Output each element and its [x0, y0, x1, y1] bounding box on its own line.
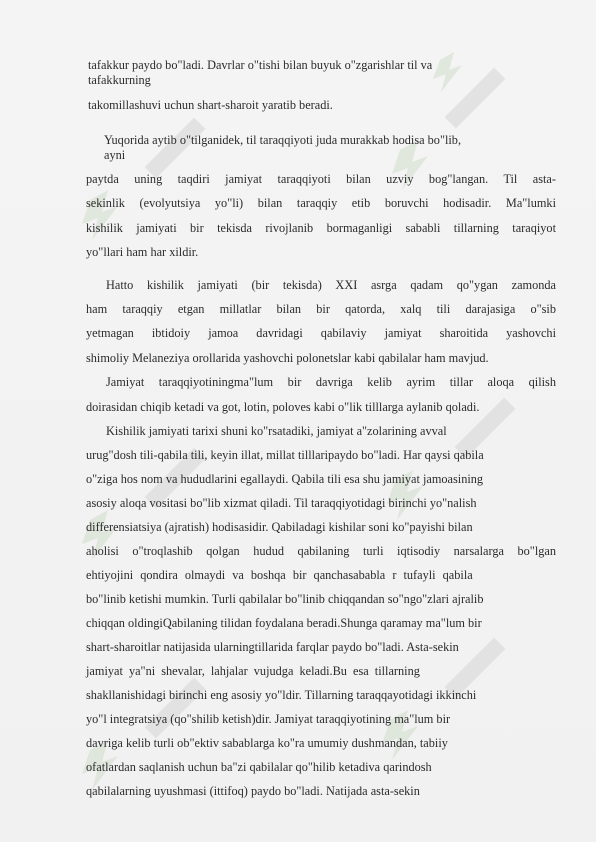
text-line: yetmagan ibtidoiy jamoa davridagi qabilaviy jamiyat sharoitida yashovchi — [86, 326, 556, 340]
text-line: urug"dosh tili-qabila tili, keyin illat, millat tilllaripaydo bo"ladi. Har qaysi qabila — [86, 448, 484, 462]
text-line: Yuqorida aytib o"tilganidek, til taraqqiyoti juda murakkab hodisa bo"lib, — [104, 133, 462, 147]
text-line: qabilalarning uyushmasi (ittifoq) paydo bo"ladi. Natijada asta-sekin — [86, 784, 420, 798]
text-line: aholisi o"troqlashib qolgan hudud qabilaning turli iqtisodiy narsalarga bo"lgan — [86, 544, 556, 558]
text-line: paytda uning taqdiri jamiyat taraqqiyoti bilan uzviy bog"langan. Til asta- — [86, 172, 556, 186]
text-line: jamiyat ya"ni shevalar, lahjalar vujudga keladi.Bu esa tillarning — [86, 664, 420, 678]
text-line: Jamiyat taraqqiyotiningma"lum bir davriga kelib ayrim tillar aloqa qilish — [106, 375, 556, 389]
text-line: shart-sharoitlar natijasida ularningtillarida farqlar paydo bo"ladi. Asta-sekin — [86, 640, 459, 654]
text-line: Kishilik jamiyati tarixi shuni ko"rsatadiki, jamiyat a"zolarining avval — [106, 424, 447, 438]
text-line: ofatlardan saqlanish uchun ba"zi qabilalar qo"hilib ketadiva qarindosh — [86, 760, 432, 774]
text-line: ham taraqqiy etgan millatlar bilan bir qatorda, xalq tili darajasiga o"sib — [86, 302, 556, 316]
text-line: davriga kelib turli ob"ektiv sabablarga ko"ra umumiy dushmandan, tabiiy — [86, 736, 448, 750]
text-line: sekinlik (evolyutsiya yo"li) bilan taraqqiy etib boruvchi hodisadir. Ma"lumki — [86, 196, 556, 210]
text-line: kishilik jamiyati bir tekisda rivojlanib bormaganligi sababli tillarning taraqiyot — [86, 221, 556, 235]
text-line: tafakkurning — [88, 73, 151, 87]
text-line: yo"l integratsiya (qo"shilib ketish)dir. Jamiyat taraqqiyotining ma"lum bir — [86, 712, 451, 726]
text-line: Hatto kishilik jamiyati (bir tekisda) XXI asrga qadam qo"ygan zamonda — [106, 278, 556, 292]
text-line: ehtiyojini qondira olmaydi va boshqa bir qanchasababla r tufayli qabila — [86, 568, 473, 582]
text-line: shakllanishidagi birinchi eng asosiy yo"ldir. Tillarning taraqqayotidagi ikkinchi — [86, 688, 477, 702]
text-line: takomillashuvi uchun shart-sharoit yaratib beradi. — [88, 98, 333, 112]
text-line: differensiatsiya (ajratish) hodisasidir. Qabiladagi kishilar soni ko"payishi bilan — [86, 520, 473, 534]
text-line: tafakkur paydo bo"ladi. Davrlar o"tishi bilan buyuk o"zgarishlar til va — [88, 58, 433, 72]
text-line: doirasidan chiqib ketadi va got, lotin, poloves kabi o"lik tilllarga aylanib qoladi. — [86, 400, 480, 414]
text-line: asosiy aloqa vositasi bo"lib xizmat qiladi. Til taraqqiyotidagi birinchi yo"nalish — [86, 496, 477, 510]
text-line: yo"llari ham har xildir. — [86, 245, 199, 259]
text-line: bo"linib ketishi mumkin. Turli qabilalar bo"linib chiqqandan so"ngo"zlari ajralib — [86, 592, 484, 606]
text-line: ayni — [104, 148, 126, 162]
text-line: chiqqan oldingiQabilaning tilidan foydalana beradi.Shunga qaramay ma"lum bir — [86, 616, 482, 630]
text-line: shimoliy Melaneziya orollarida yashovchi polonetslar kabi qabilalar ham mavjud. — [86, 351, 489, 365]
text-line: o"ziga hos nom va hududlarini egallaydi. Qabila tili esa shu jamiyat jamoasining — [86, 472, 484, 486]
